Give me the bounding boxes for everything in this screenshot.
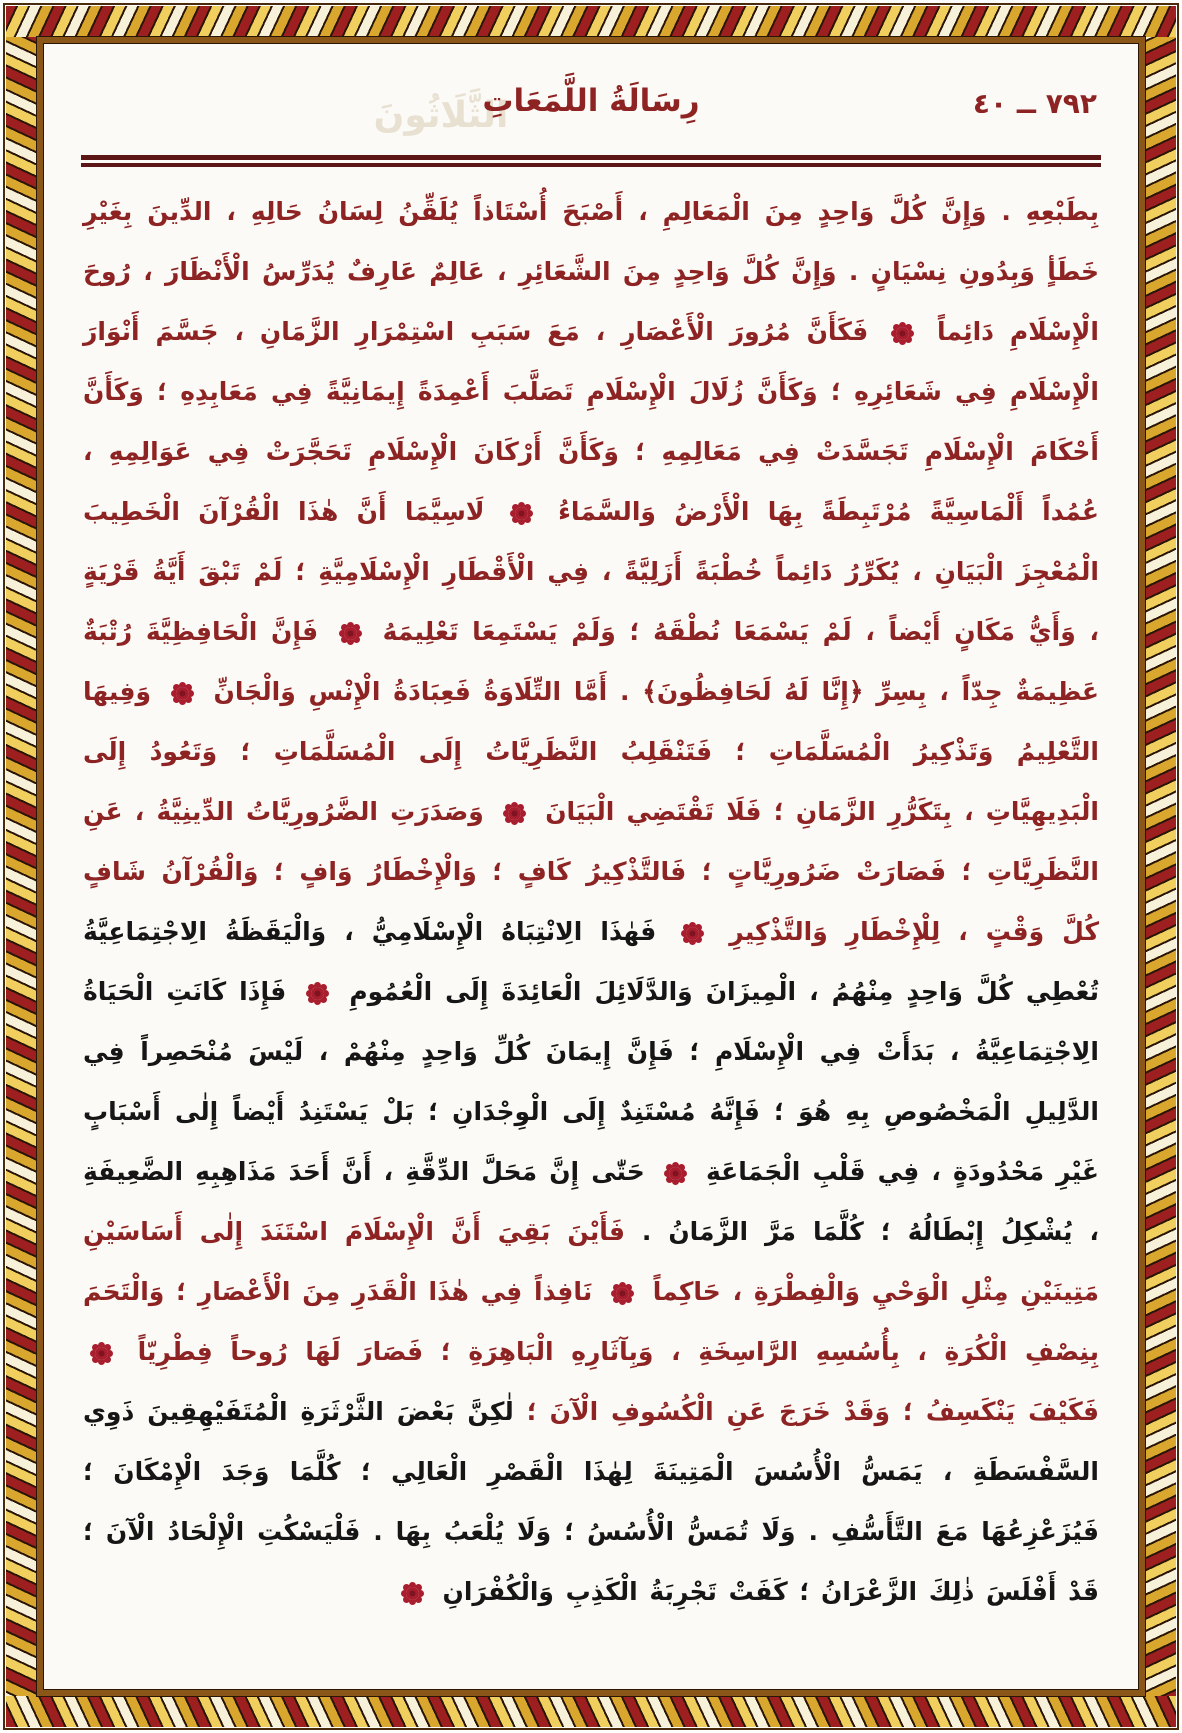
frame-border-bottom — [6, 1696, 1176, 1727]
rosette-icon — [311, 987, 324, 1000]
page-number: ٧٩٢ ــ ٤٠ — [972, 87, 1097, 120]
rosette-icon — [686, 927, 699, 940]
rosette-icon — [616, 1287, 629, 1300]
quran-verse: ﴿إِنَّا لَهُ لَحَافِظُونَ﴾ — [642, 677, 864, 706]
rosette-icon — [515, 507, 528, 520]
rosette-icon — [669, 1167, 682, 1180]
text-segment: فَكَأَنَّ مُرُورَ الْأَعْصَارِ ، مَعَ سَبَبِ اسْتِمْرَارِ الزَّمَانِ ، جَسَّمَ أَنْوَارَ الْإِسْلَامِ فِي شَعَائِرِهِ ؛ وَكَأَنَّ زُلَالَ الْإِسْلَامِ تَصَلَّبَ أَعْمِدَةً إِيمَانِيَّةً فِي مَعَابِدِهِ ؛ وَكَأَنَّ أَحْكَامَ الْإِسْلَامِ تَجَسَّدَتْ فِي مَعَالِمِهِ ؛ وَكَأَنَّ أَرْكَانَ الْإِسْلَامِ تَحَجَّرَتْ فِي عَوَالِمِهِ ، عُمُداً أَلْمَاسِيَّةً مُرْتَبِطَةً بِهَا الْأَرْضُ وَالسَّمَاءُ — [83, 317, 1099, 526]
rosette-icon — [176, 687, 189, 700]
text-segment: وَصَدَرَتِ الضَّرُورِيَّاتُ الدِّينِيَّةُ ، عَنِ النَّظَرِيَّاتِ ؛ فَصَارَتْ ضَرُورِيَّاتٍ ؛ فَالتَّذْكِيرُ كَافٍ ؛ وَالْإِخْطَارُ وَافٍ ؛ وَالْقُرْآنُ شَافٍ كُلَّ وَقْتٍ ، لِلْإِخْطَارِ وَالتَّذْكِيرِ — [83, 797, 1099, 946]
text-segment: لٰكِنَّ بَعْضَ الثَّرْثَرَةِ الْمُتَفَيْهِقِينَ ذَوِي السَّفْسَطَةِ ، يَمَسُّ الْأُسُسَ الْمَتِينَةَ لِهٰذَا الْقَصْرِ الْعَالِي ؛ كُلَّمَا وَجَدَ الْإِمْكَانَ ؛ فَيُزَعْزِعُهَا مَعَ التَّأَسُّفِ . وَلَا تُمَسُّ الْأُسُسُ ؛ وَلَا يُلْعَبُ بِهَا . فَلْيَسْكُتِ الْإِلْحَادُ الْآنَ ؛ قَدْ أَفْلَسَ ذٰلِكَ الزَّعْرَانُ ؛ كَفَتْ تَجْرِبَةُ الْكَذِبِ وَالْكُفْرَانِ — [83, 1397, 1099, 1606]
text-segment: فَأَيْنَ بَقِيَ أَنَّ الْإِسْلَامَ اسْتَنَدَ إِلٰى أَسَاسَيْنِ مَتِينَيْنِ مِثْلِ الْوَحْيِ وَالْفِطْرَةِ ، حَاكِماً — [83, 1217, 1099, 1306]
frame-border-right — [1145, 6, 1176, 1727]
rosette-icon — [406, 1587, 419, 1600]
text-segment: فَكَيْفَ يَنْكَسِفُ ؛ وَقَدْ خَرَجَ عَنِ الْكُسُوفِ الْآنَ ؛ — [526, 1397, 1099, 1426]
text-segment: بِطَبْعِهِ . وَإِنَّ كُلَّ وَاحِدٍ مِنَ الْمَعَالِمِ ، أَصْبَحَ أُسْتَاذاً يُلَقِّنُ لِسَانُ حَالِهِ ، الدِّينَ بِغَيْرِ خَطَأٍ وَبِدُونِ نِسْيَانٍ . وَإِنَّ كُلَّ وَاحِدٍ مِنَ الشَّعَائِرِ ، عَالِمٌ عَارِفٌ يُدَرِّسُ الْأَنْظَارَ ، رُوحَ الْإِسْلَامِ دَائِماً — [83, 197, 1099, 346]
frame-border-left — [6, 6, 37, 1727]
text-segment: لَاسِيَّمَا أَنَّ هٰذَا الْقُرْآنَ الْخَطِيبَ الْمُعْجِزَ الْبَيَانِ ، يُكَرِّرُ دَائِماً خُطْبَةً أَزَلِيَّةً ، فِي الْأَقْطَارِ الْإِسْلَامِيَّةِ ؛ لَمْ تَبْقَ أَيَّةُ قَرْيَةٍ ، وَأَيُّ مَكَانٍ أَيْضاً ، لَمْ يَسْمَعَا نُطْقَهُ ؛ وَلَمْ يَسْتَمِعَا تَعْلِيمَهُ — [83, 497, 1099, 646]
page-title: رِسَالَةُ اللَّمَعَاتِ — [482, 83, 700, 119]
text-segment: نَافِذاً فِي هٰذَا الْقَدَرِ مِنَ الْأَعْصَارِ ؛ وَالْتَحَمَ بِنِصْفِ الْكُرَةِ ، بِأُسُسِهِ الرَّاسِخَةِ ، وَبِآثَارِهِ الْبَاهِرَةِ ؛ فَصَارَ لَهَا رُوحاً فِطْرِيّاً — [83, 1277, 1099, 1366]
header-double-rule — [81, 155, 1101, 168]
text-segment: فَإِنَّ الْحَافِظِيَّةَ رُتْبَةٌ عَظِيمَةٌ جِدّاً ، بِسِرِّ — [83, 617, 1100, 706]
text-segment: فَهٰذَا الِانْتِبَاهُ الْإِسْلَامِيُّ ، وَالْيَقَظَةُ الِاجْتِمَاعِيَّةُ تُعْطِي كُلَّ وَاحِدٍ مِنْهُمُ ، الْمِيزَانَ وَالدَّلَائِلَ الْعَائِدَةَ إِلَى الْعُمُومِ — [83, 917, 1099, 1006]
ghost-bleedthrough-title: الثَّلَاثُونَ — [373, 95, 509, 136]
text-segment: وَفِيهَا التَّعْلِيمُ وَتَذْكِيرُ الْمُسَلَّمَاتِ ؛ فَتَنْقَلِبُ النَّظَرِيَّاتُ إِلَى الْمُسَلَّمَاتِ ؛ وَتَعُودُ إِلَى الْبَدِيهِيَّاتِ ، بِتَكَرُّرِ الزَّمَانِ ؛ فَلَا تَقْتَضِي الْبَيَانَ — [83, 677, 1099, 826]
rosette-icon — [896, 327, 909, 340]
text-segment: . أَمَّا التِّلَاوَةُ فَعِبَادَةُ الْإِنْسِ وَالْجَانِّ — [213, 677, 630, 706]
rosette-icon — [508, 807, 521, 820]
frame-border-top — [6, 6, 1176, 37]
page-inner-area — [37, 37, 1145, 1696]
text-segment: فَإِذَا كَانَتِ الْحَيَاةُ الِاجْتِمَاعِيَّةُ ، بَدَأَتْ فِي الْإِسْلَامِ ؛ فَإِنَّ إِيمَانَ كُلِّ وَاحِدٍ مِنْهُمْ ، لَيْسَ مُنْحَصِراً فِي الدَّلِيلِ الْمَخْصُوصِ بِهِ هُوَ ؛ فَإِنَّهُ مُسْتَنِدٌ إِلَى الْوِجْدَانِ ؛ بَلْ يَسْتَنِدُ أَيْضاً إِلٰى أَسْبَابٍ غَيْرِ مَحْدُودَةٍ ، فِي قَلْبِ الْجَمَاعَةِ — [83, 977, 1099, 1186]
text-segment: حَتّٰى إِنَّ مَحَلَّ الدِّقَّةِ ، أَنَّ أَحَدَ مَذَاهِبِهِ الضَّعِيفَةِ ، يُشْكِلُ إِبْطَالُهُ ؛ كُلَّمَا مَرَّ الزَّمَانُ . — [83, 1157, 1099, 1246]
page-header — [81, 73, 1101, 149]
body-text — [83, 182, 1099, 1622]
rosette-icon — [95, 1347, 108, 1360]
rosette-icon — [344, 627, 357, 640]
